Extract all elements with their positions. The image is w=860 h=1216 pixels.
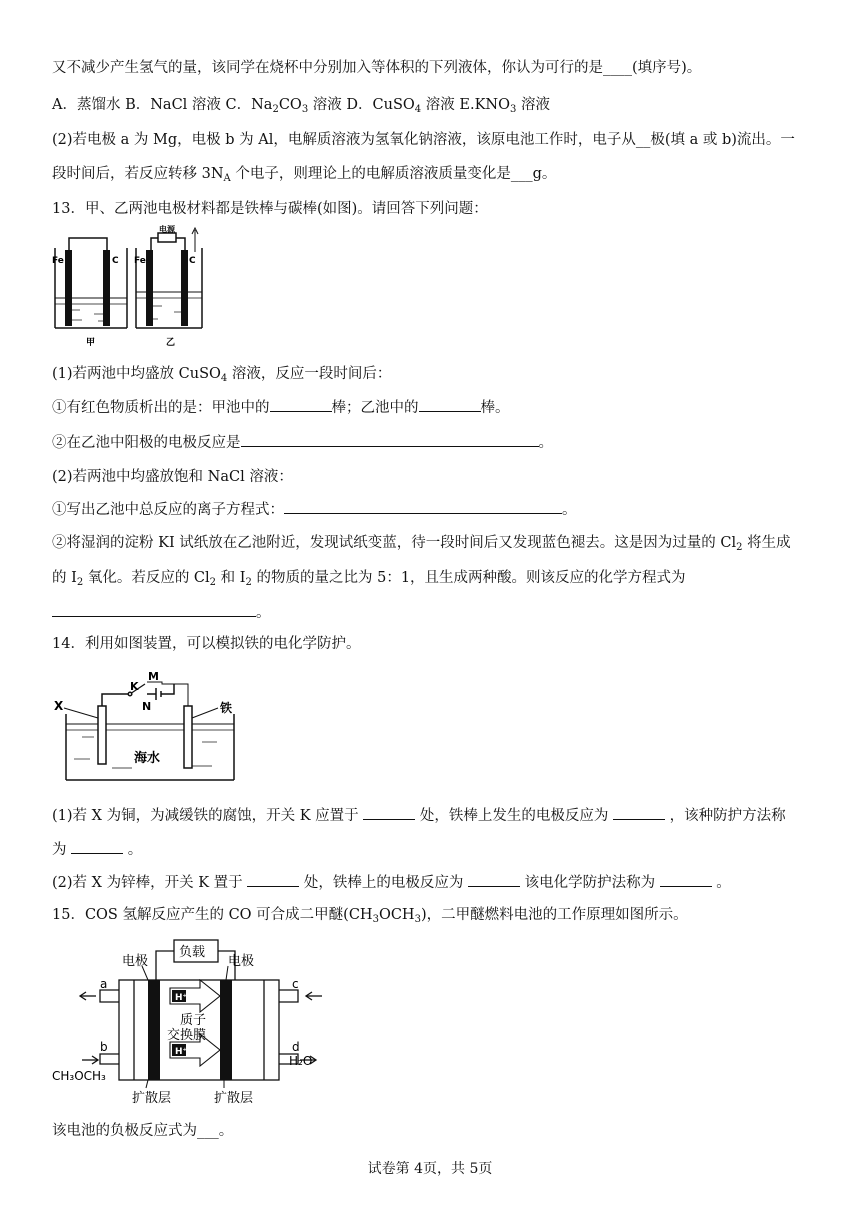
answer-blank[interactable] — [284, 499, 562, 514]
answer-blank[interactable] — [52, 602, 256, 617]
label-seawater: 海水 — [134, 751, 161, 766]
jia-fe-label: Fe — [52, 256, 64, 266]
q13-part1: (1)若两池中均盛放 CuSO$_4$ 溶液，反应一段时间后： — [52, 366, 392, 384]
yi-c-rod — [181, 250, 188, 326]
jia-c-rod — [103, 250, 110, 326]
answer-blank[interactable] — [419, 397, 481, 412]
h-plus-upper: H⁺ — [175, 993, 188, 1003]
answer-blank[interactable] — [613, 805, 665, 820]
ch3och3-label: CH₃OCH₃ — [52, 1069, 106, 1083]
jia-label: 甲 — [86, 338, 96, 348]
label-x: X — [54, 699, 64, 713]
q13-part2-ii-cont: 的 $I_2$ 氧化。若反应的 $Cl_2$ 和 $I_2$ 的物质的量之比为 5：1，且生成两种酸。则该反应的化学方程式为 — [52, 570, 686, 588]
figure-13-cells — [52, 224, 217, 350]
answer-blank[interactable] — [363, 805, 415, 820]
label-k: K — [130, 680, 139, 693]
answer-blank[interactable] — [241, 432, 539, 447]
label-iron: 铁 — [220, 701, 233, 715]
figure-14-protection — [52, 664, 252, 786]
h-plus-lower: H⁺ — [175, 1047, 188, 1057]
question-13: 13．甲、乙两池电极材料都是铁棒与碳棒(如图)。请回答下列问题： — [52, 201, 488, 217]
yi-fe-rod — [146, 250, 153, 326]
answer-blank[interactable] — [468, 872, 520, 887]
q13-part1-ii: ②在乙池中阳极的电极反应是 。 — [52, 432, 820, 453]
cell-yi — [136, 228, 202, 328]
membrane-label-2: 交换膜 — [167, 1028, 207, 1043]
q15-answer-line: 该电池的负极反应式为___。 — [52, 1123, 234, 1139]
answer-blank[interactable] — [247, 872, 299, 887]
port-c: c — [292, 977, 299, 991]
h2o-label: H₂O — [289, 1054, 313, 1068]
q13-part2: (2)若两池中均盛放饱和 NaCl 溶液： — [52, 469, 293, 485]
yi-fe-label: Fe — [134, 256, 146, 266]
text-line-1: 又不减少产生氢气的量，该同学在烧杯中分别加入等体积的下列液体，你认为可行的是____(填序号)。 — [52, 60, 702, 76]
q13-part1-i: ①有红色物质析出的是：甲池中的 棒；乙池中的 棒。 — [52, 397, 820, 418]
label-m: M — [148, 670, 159, 683]
diffusion-right-label: 扩散层 — [214, 1091, 254, 1106]
question-15: 15．COS 氢解反应产生的 CO 可合成二甲醚$(CH_3OCH_3)$，二甲醚燃料电池的工作原理如图所示。 — [52, 907, 688, 925]
yi-c-label: C — [189, 256, 196, 266]
load-label: 负载 — [179, 945, 206, 960]
membrane-label-1: 质子 — [180, 1013, 207, 1028]
text-line-4: 段时间后，若反应转移 $3N_A$ 个电子，则理论上的电解质溶液质量变化是___g。 — [52, 166, 557, 184]
power-label: 电源 — [159, 225, 175, 234]
port-d: d — [292, 1040, 300, 1054]
q14-part1: (1)若 X 为铜，为减缓铁的腐蚀，开关 K 应置于 处，铁棒上发生的电极反应为 ，该种防护方法称 — [52, 805, 820, 826]
question-14: 14．利用如图装置，可以模拟铁的电化学防护。 — [52, 636, 361, 652]
q14-part1-cont: 为 。 — [52, 839, 820, 860]
q13-part2-ii-answer: 。 — [52, 602, 820, 623]
q13-part2-i: ①写出乙池中总反应的离子方程式： 。 — [52, 499, 820, 520]
jia-c-label: C — [112, 256, 119, 266]
answer-blank[interactable] — [660, 872, 712, 887]
text-line-3: (2)若电极 a 为 Mg，电极 b 为 Al，电解质溶液为氢氧化钠溶液，该原电池工作时，电子从__极(填 a 或 b)流出。一 — [52, 132, 795, 148]
q13-part2-ii: ②将湿润的淀粉 KI 试纸放在乙池附近，发现试纸变蓝，待一段时间后又发现蓝色褪去。这是因为过量的 $Cl_2$ 将生成 — [52, 535, 791, 553]
port-b: b — [100, 1040, 108, 1054]
jia-fe-rod — [65, 250, 72, 326]
electrode-left-label: 电极 — [122, 954, 149, 969]
figure-15-fuel-cell — [52, 936, 327, 1106]
answer-blank[interactable] — [71, 839, 123, 854]
page-footer: 试卷第 4页，共 5页 — [367, 1161, 493, 1177]
diffusion-left-label: 扩散层 — [132, 1091, 172, 1106]
port-a: a — [100, 977, 108, 991]
electrode-right — [220, 980, 232, 1080]
yi-label: 乙 — [166, 338, 176, 348]
q14-part2: (2)若 X 为锌棒，开关 K 置于 处，铁棒上的电极反应为 该电化学防护法称为 。 — [52, 872, 820, 893]
electrode-right-label: 电极 — [228, 954, 255, 969]
options-line: A．蒸馏水 B．NaCl 溶液 C．$Na_2CO_3$ 溶液 D．CuSO$_4$ 溶液 $E.KNO_3$ 溶液 — [52, 97, 550, 115]
label-n: N — [142, 700, 152, 713]
answer-blank[interactable] — [270, 397, 332, 412]
electrode-left — [148, 980, 160, 1080]
